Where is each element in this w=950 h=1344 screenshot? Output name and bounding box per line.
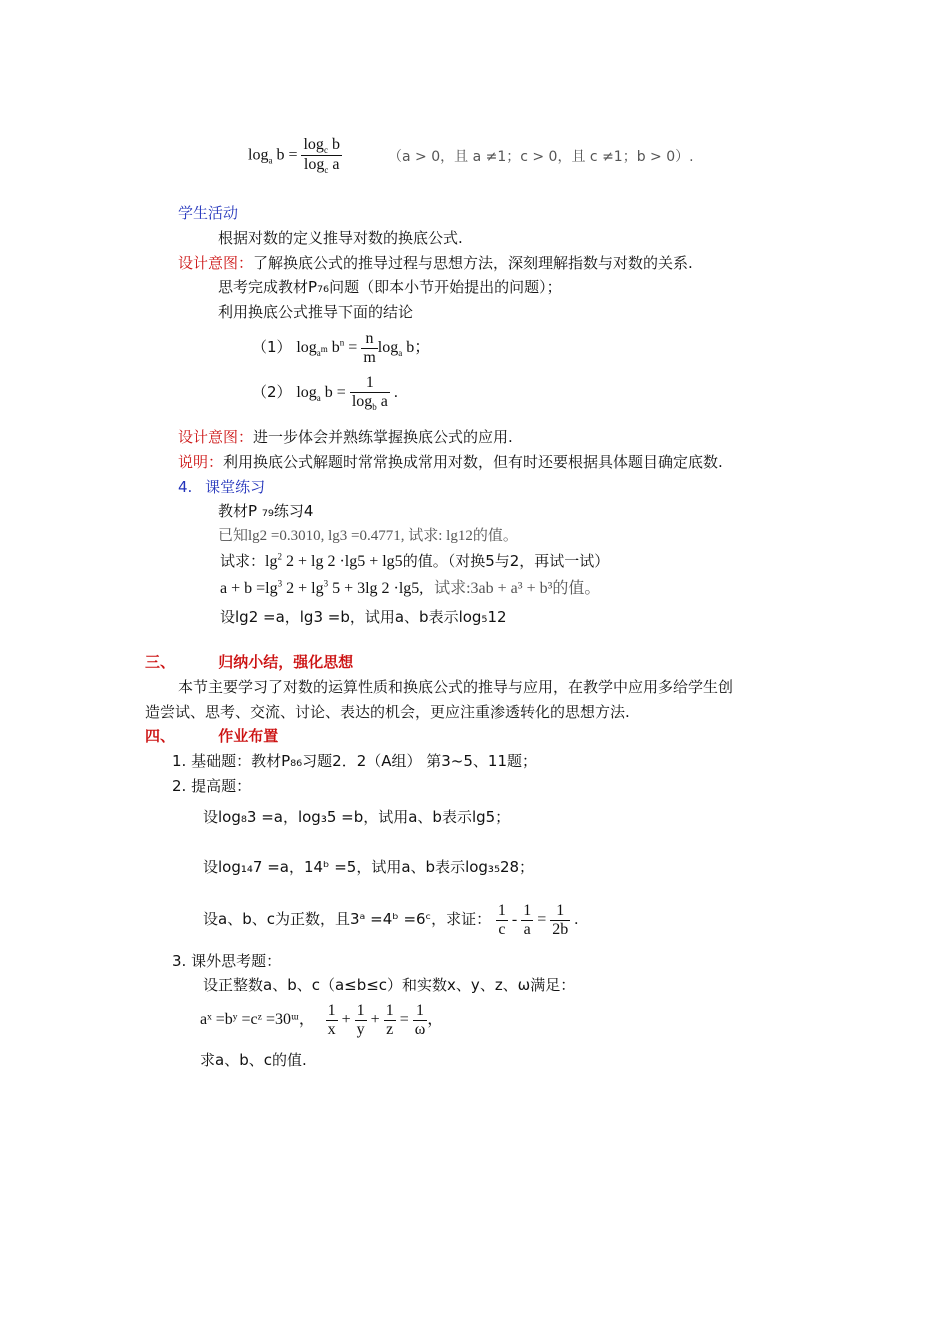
formula-conditions: （a > 0，且 a ≠1；c > 0，且 c ≠1；b > 0）. xyxy=(388,149,694,165)
practice-title: 课堂练习 xyxy=(205,478,266,496)
homework-2c: 设a、b、c为正数，且3ᵃ =4ᵇ =6ᶜ，求证： $\frac{1}{c}$ - $\frac{1}{a}$ = $\frac{1}{2b}$ . xyxy=(203,902,579,938)
practice-ref: 教材P ₇₉练习4 xyxy=(218,502,314,520)
note xyxy=(178,451,723,472)
think-line: 思考完成教材P₇₆问题（即本小节开始提出的问题）； xyxy=(218,278,562,296)
section-4-heading xyxy=(145,725,278,746)
item-2-label: （2） xyxy=(252,382,292,401)
homework-3a: 设正整数a、b、c（a≤b≤c）和实数x、y、z、ω满足： xyxy=(203,976,576,994)
change-of-base-formula: $\log_a b$ = $\frac{\log_c b}{\log_c a}$ xyxy=(248,136,340,176)
section-3-number: 三、 xyxy=(145,653,176,671)
design-intent-1 xyxy=(178,252,693,273)
design-intent-text: 进一步体会并熟练掌握换底公式的应用. xyxy=(253,428,513,446)
homework-3c: 求a、b、c的值. xyxy=(200,1051,307,1069)
exercise-3-suffix: 试求:3ab + a³ + b³的值。 xyxy=(434,580,601,597)
homework-2: 2. 提高题： xyxy=(172,777,252,795)
note-text: 利用换底公式解题时常常换成常用对数，但有时还要根据具体题目确定底数. xyxy=(223,453,723,471)
section-4-number: 四、 xyxy=(145,727,176,745)
design-intent-label: 设计意图： xyxy=(178,428,254,446)
section-3-heading xyxy=(145,651,353,672)
derive-item-2: （2） $\log_a b$ = $\frac{1}{\log_b a}$ . xyxy=(252,374,398,413)
design-intent-2 xyxy=(178,426,513,447)
homework-2c-prefix: 设a、b、c为正数，且3ᵃ =4ᵇ =6ᶜ，求证： xyxy=(203,910,492,929)
derive-line: 利用换底公式推导下面的结论 xyxy=(218,303,414,321)
derive-item-1: （1） $\log_{a^m} b^n$ = $\frac{n}{m}$ $\log_a b$； xyxy=(252,330,431,366)
exercise-1: 已知lg2 =0.3010, lg3 =0.4771, 试求: lg12的值。 xyxy=(218,528,518,544)
student-activity-text: 根据对数的定义推导对数的换底公式. xyxy=(218,229,463,247)
exercise-2: 试求：$\lg^2 2 + \lg 2 \cdot\lg 5 + \lg 5$的值。（对换5与2，再试一试） xyxy=(220,551,610,570)
summary-line-2: 造尝试、思考、交流、讨论、表达的机会，更应注重渗透转化的思想方法. xyxy=(145,703,630,721)
practice-number: 4. xyxy=(178,478,193,496)
practice-heading xyxy=(178,476,265,497)
exercise-2-suffix: 的值。（对换5与2，再试一试） xyxy=(402,552,610,570)
exercise-2-prefix: 试求： xyxy=(220,552,266,570)
note-label: 说明： xyxy=(178,453,224,471)
section-3-title: 归纳小结，强化思想 xyxy=(218,653,354,671)
homework-1: 1. 基础题：教材P₈₆习题2．2（A组） 第3~5、11题； xyxy=(172,752,538,770)
section-4-title: 作业布置 xyxy=(218,727,279,745)
exercise-4: 设lg2 =a，lg3 =b，试用a、b表示log₅12 xyxy=(220,608,507,626)
design-intent-text: 了解换底公式的推导过程与思想方法，深刻理解指数与对数的关系. xyxy=(253,254,693,272)
design-intent-label: 设计意图： xyxy=(178,254,254,272)
homework-3b-prefix: aˣ =bʸ =cᶻ =30ᵚ， xyxy=(200,1011,315,1029)
item-1-label: （1） xyxy=(252,338,292,357)
homework-3b: aˣ =bʸ =cᶻ =30ᵚ， $\frac{1}{x}$ + $\frac{1}{y}$ + $\frac{1}{z}$ = $\frac{1}{\omega}$ ， xyxy=(200,1002,444,1038)
student-activity-title: 学生活动 xyxy=(178,204,239,222)
homework-2b: 设log₁₄7 =a，14ᵇ =5，试用a、b表示log₃₅28； xyxy=(203,858,535,876)
homework-3: 3. 课外思考题： xyxy=(172,952,282,970)
exercise-3: $a + b =\lg^3$ $2 + \lg^3 5 + 3\lg$ 2 ·lg5, 试求:3ab + a³ + b³的值。 xyxy=(220,578,601,597)
homework-2a: 设log₈3 =a，log₃5 =b，试用a、b表示lg5； xyxy=(203,808,511,826)
summary-line-1: 本节主要学习了对数的运算性质和换底公式的推导与应用，在教学中应用多给学生创 xyxy=(178,678,734,696)
